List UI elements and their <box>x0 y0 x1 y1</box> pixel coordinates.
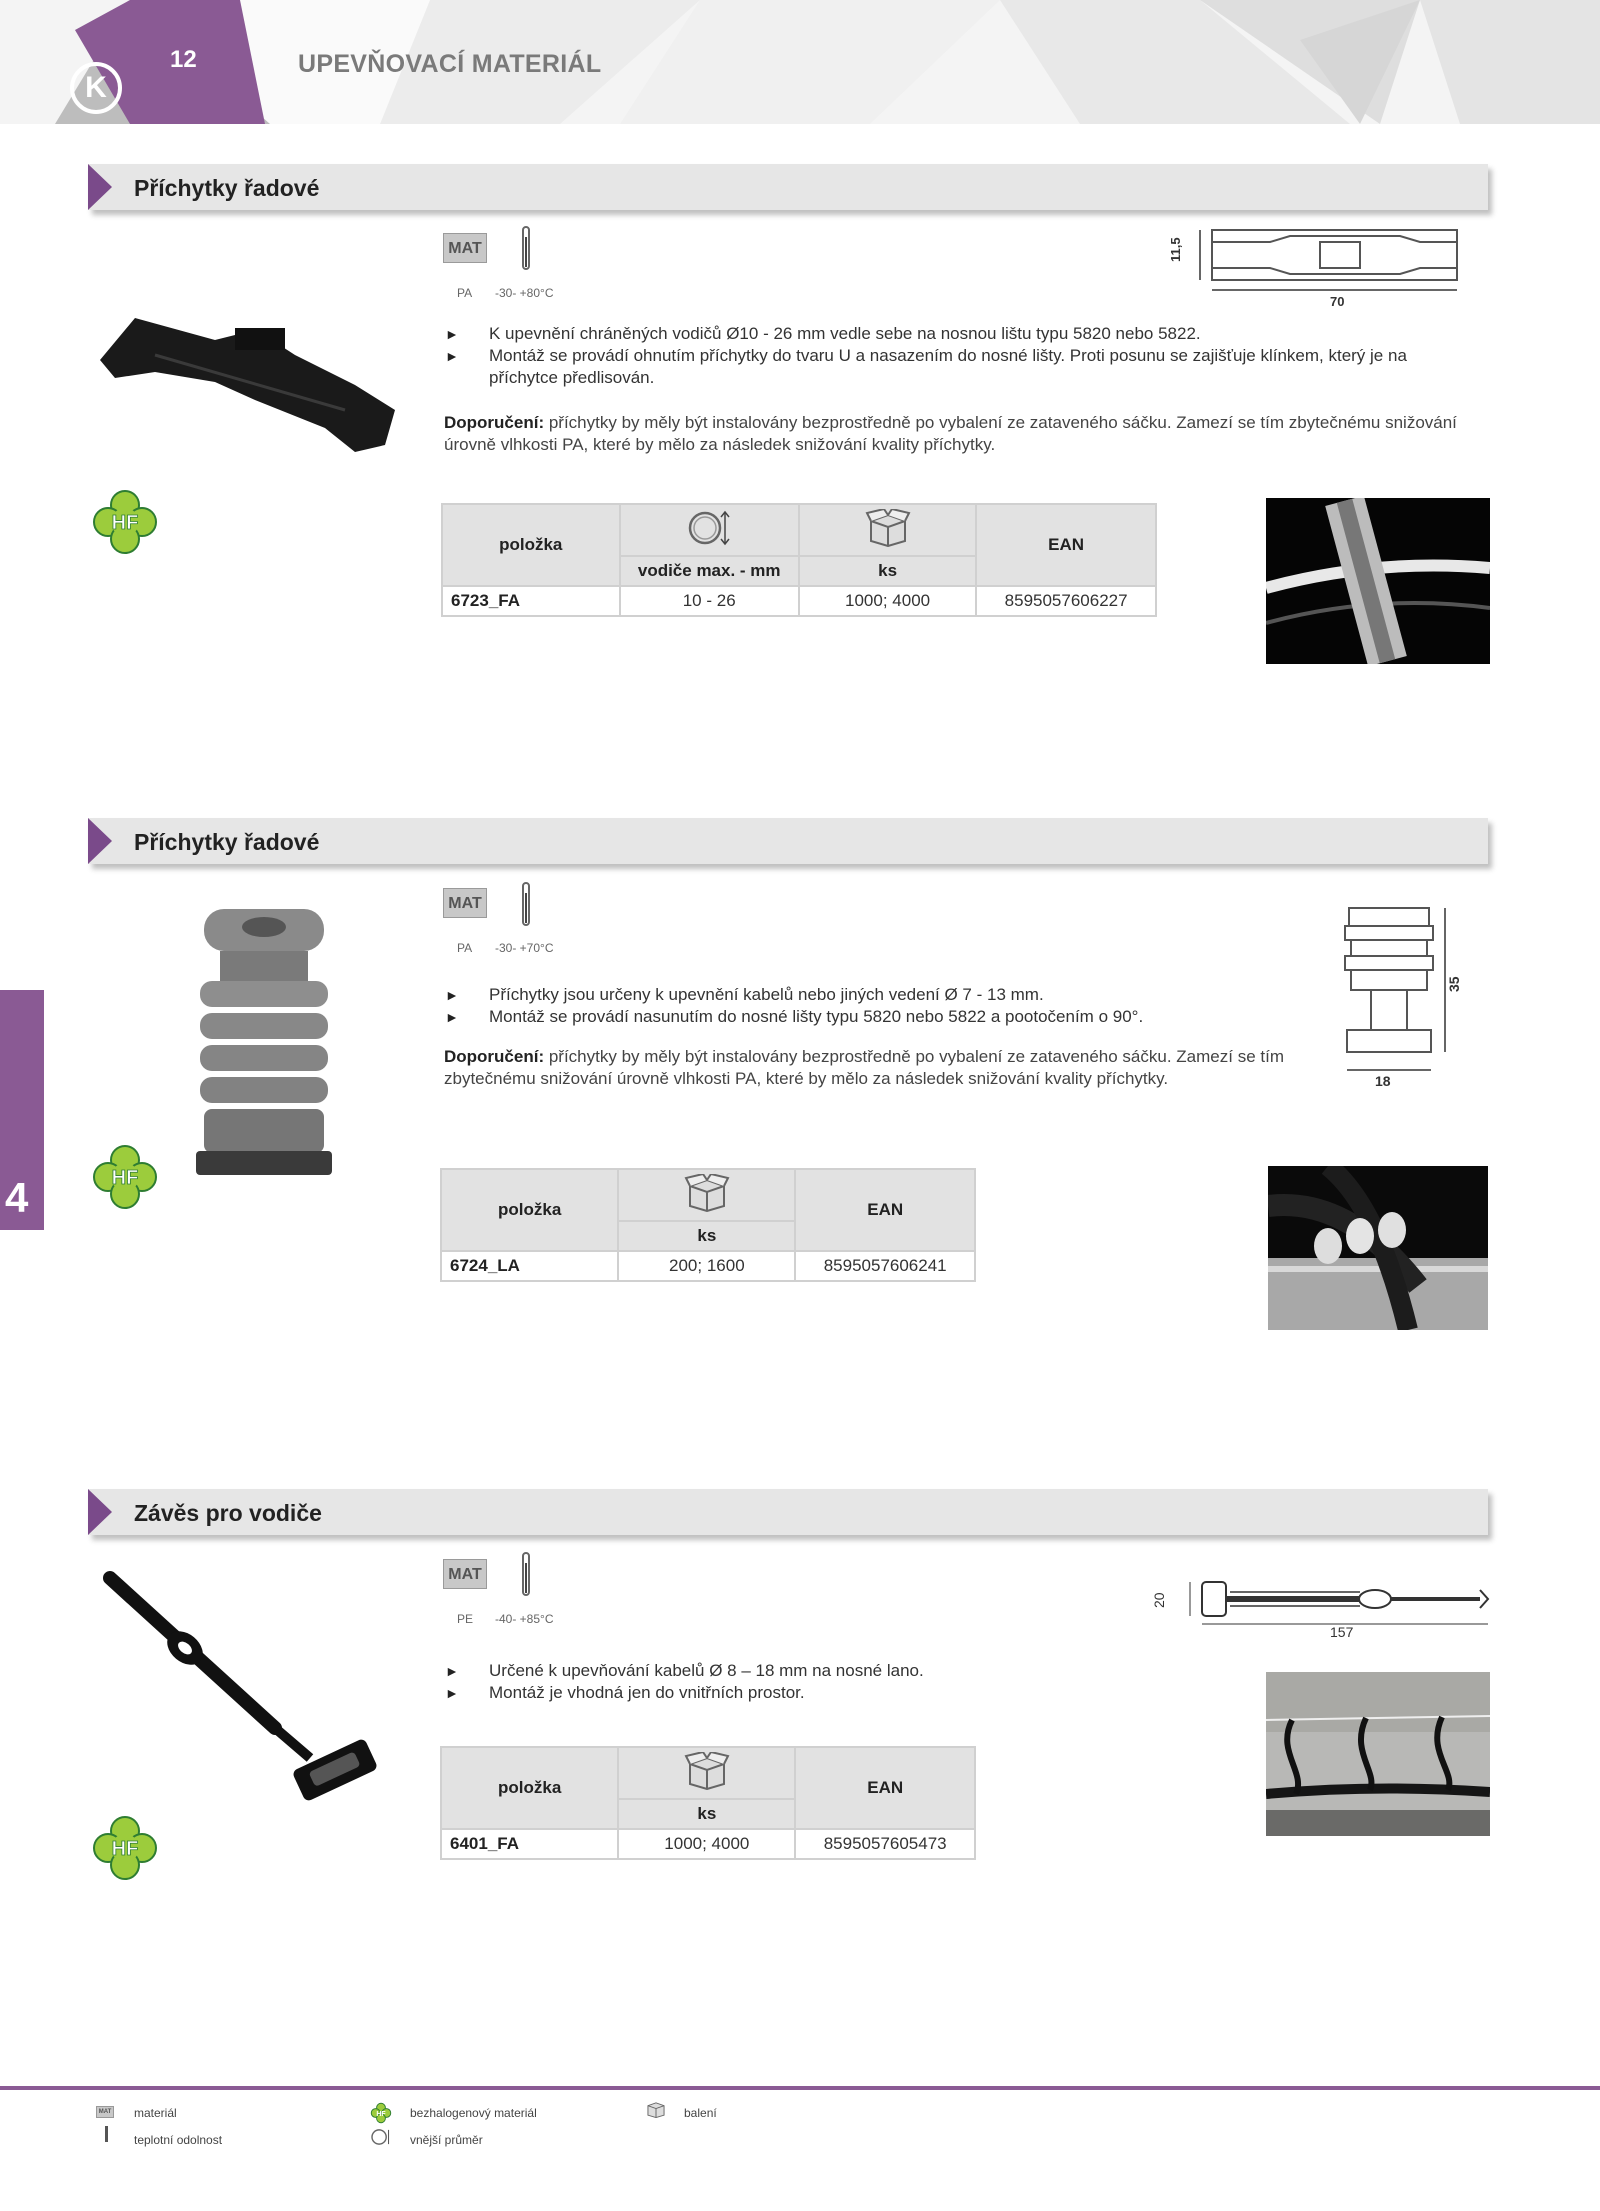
product-table <box>440 1168 976 1282</box>
footer-divider <box>0 2086 1600 2090</box>
col-header-pack: ks <box>618 1221 795 1251</box>
page-header <box>0 0 1600 124</box>
halogen-free-icon <box>90 1813 160 1883</box>
cell-diameter: 10 - 26 <box>620 586 799 616</box>
installation-photo-6723 <box>1266 498 1490 664</box>
section-arrow-icon <box>88 818 112 864</box>
legend-hf-icon <box>370 2102 392 2124</box>
section-arrow-icon <box>88 1489 112 1535</box>
svg-text:HF: HF <box>111 512 139 534</box>
col-header-item: položka <box>441 1747 618 1829</box>
chapter-number: 4 <box>5 1174 29 1221</box>
recommendation-label: Doporučení: <box>444 413 545 432</box>
recommendation-text: příchytky by měly být instalovány bezprostředně po vybalení ze zataveného sáčku. Zamezí se tím zbytečnému snižování úrovně vlhkosti PA, které by mělo za následek snižování kvality příchytky. <box>444 1047 1284 1088</box>
col-header-item: položka <box>442 504 620 586</box>
page-number: 12 <box>170 46 197 73</box>
cell-pack: 1000; 4000 <box>618 1829 795 1859</box>
cell-ean: 8595057605473 <box>795 1829 975 1859</box>
halogen-free-icon <box>90 1142 160 1212</box>
table-row <box>442 586 1156 616</box>
feature-item: ► Montáž se provádí nasunutím do nosné lišty typu 5820 nebo 5822 a pootočením o 90°. <box>445 1006 1325 1028</box>
header-background <box>0 0 1600 124</box>
dimension-drawing-6401 <box>1150 1570 1490 1640</box>
legend-thermometer-icon <box>105 2126 108 2142</box>
product-table <box>440 1746 976 1860</box>
svg-text:HF: HF <box>111 1838 139 1860</box>
recommendation <box>444 1046 1304 1090</box>
outer-diameter-icon <box>687 509 731 547</box>
col-header-item: položka <box>441 1169 618 1251</box>
col-header-pack: ks <box>618 1799 795 1829</box>
product-table <box>441 503 1157 617</box>
feature-item: ► Montáž se provádí ohnutím příchytky do tvaru U a nasazením do nosné lišty. Proti posunu se zajišťuje klínkem, který je na příchytce předlisován. <box>445 345 1475 389</box>
page-title: UPEVŇOVACÍ MATERIÁL <box>298 50 602 78</box>
svg-text:HF: HF <box>376 2110 386 2118</box>
section-title: Závěs pro vodiče <box>134 1500 322 1526</box>
legend-box-icon <box>645 2100 667 2118</box>
cell-pack: 200; 1600 <box>618 1251 795 1281</box>
dimension-height: 11,5 <box>1168 237 1183 262</box>
cell-item: 6723_FA <box>442 586 620 616</box>
feature-list <box>445 1660 1245 1704</box>
feature-item: ► Montáž je vhodná jen do vnitřních prostor. <box>445 1682 1245 1704</box>
box-icon <box>684 1752 730 1790</box>
section-arrow-icon <box>88 164 112 210</box>
thermometer-icon <box>522 882 530 926</box>
table-row <box>441 1251 975 1281</box>
temperature-range: -30- +70°C <box>495 941 554 955</box>
col-header-pack: ks <box>799 556 976 586</box>
material-type: PE <box>457 1612 474 1626</box>
legend-diameter-icon <box>370 2128 392 2146</box>
feature-list <box>445 323 1475 389</box>
company-logo: K <box>70 62 122 114</box>
thermometer-icon <box>522 1552 530 1596</box>
legend-temperature: teplotní odolnost <box>134 2133 223 2147</box>
dimension-length: 70 <box>1330 294 1345 309</box>
legend-outer-diameter: vnější průměr <box>410 2133 483 2147</box>
col-header-pack-icon <box>799 504 976 556</box>
installation-photo-6401 <box>1266 1672 1490 1836</box>
legend-packaging: balení <box>684 2106 717 2120</box>
col-header-pack-icon <box>618 1747 795 1799</box>
legend-halogen-free: bezhalogenový materiál <box>410 2106 537 2120</box>
material-type: PA <box>457 286 473 300</box>
box-icon <box>865 509 911 547</box>
product-image-6401 <box>100 1568 400 1818</box>
box-icon <box>684 1174 730 1212</box>
feature-item: ► Příchytky jsou určeny k upevnění kabelů nebo jiných vedení Ø 7 - 13 mm. <box>445 984 1325 1006</box>
dimension-drawing-6724 <box>1335 900 1465 1090</box>
section-title: Příchytky řadové <box>134 175 320 201</box>
chapter-tab <box>0 990 44 1230</box>
dimension-length: 157 <box>1330 1624 1354 1640</box>
recommendation <box>444 412 1484 456</box>
material-badge: MAT <box>443 888 487 918</box>
dimension-height: 35 <box>1446 976 1462 992</box>
feature-item: ► Určené k upevňování kabelů Ø 8 – 18 mm na nosné lano. <box>445 1660 1245 1682</box>
table-row <box>441 1829 975 1859</box>
legend-material: materiál <box>134 2106 177 2120</box>
thermometer-icon <box>522 226 530 270</box>
material-badge: MAT <box>443 233 487 263</box>
col-header-ean: EAN <box>976 504 1156 586</box>
product-image-6724 <box>190 905 340 1180</box>
cell-pack: 1000; 4000 <box>799 586 976 616</box>
col-header-diameter-icon <box>620 504 799 556</box>
cell-item: 6401_FA <box>441 1829 618 1859</box>
cell-ean: 8595057606227 <box>976 586 1156 616</box>
cell-item: 6724_LA <box>441 1251 618 1281</box>
section-title: Příchytky řadové <box>134 829 320 855</box>
installation-photo-6724 <box>1268 1166 1488 1330</box>
feature-item: ► K upevnění chráněných vodičů Ø10 - 26 mm vedle sebe na nosnou lištu typu 5820 nebo 5822. <box>445 323 1475 345</box>
temperature-range: -40- +85°C <box>495 1612 554 1626</box>
cell-ean: 8595057606241 <box>795 1251 975 1281</box>
svg-text:HF: HF <box>111 1167 139 1189</box>
col-header-pack-icon <box>618 1169 795 1221</box>
material-badge: MAT <box>443 1559 487 1589</box>
halogen-free-icon <box>90 487 160 557</box>
dimension-width: 18 <box>1375 1073 1391 1089</box>
col-header-ean: EAN <box>795 1747 975 1829</box>
col-header-diameter: vodiče max. - mm <box>620 556 799 586</box>
material-type: PA <box>457 941 473 955</box>
dimension-height: 20 <box>1151 1592 1167 1608</box>
legend-mat-icon: MAT <box>96 2106 114 2118</box>
temperature-range: -30- +80°C <box>495 286 554 300</box>
col-header-ean: EAN <box>795 1169 975 1251</box>
dimension-drawing-6723 <box>1160 222 1480 312</box>
recommendation-text: příchytky by měly být instalovány bezprostředně po vybalení ze zataveného sáčku. Zamezí se tím zbytečnému snižování úrovně vlhkosti PA, které by mělo za následek snižování kvality příchytky. <box>444 413 1457 454</box>
recommendation-label: Doporučení: <box>444 1047 545 1066</box>
feature-list <box>445 984 1325 1028</box>
product-image-6723 <box>95 300 415 460</box>
